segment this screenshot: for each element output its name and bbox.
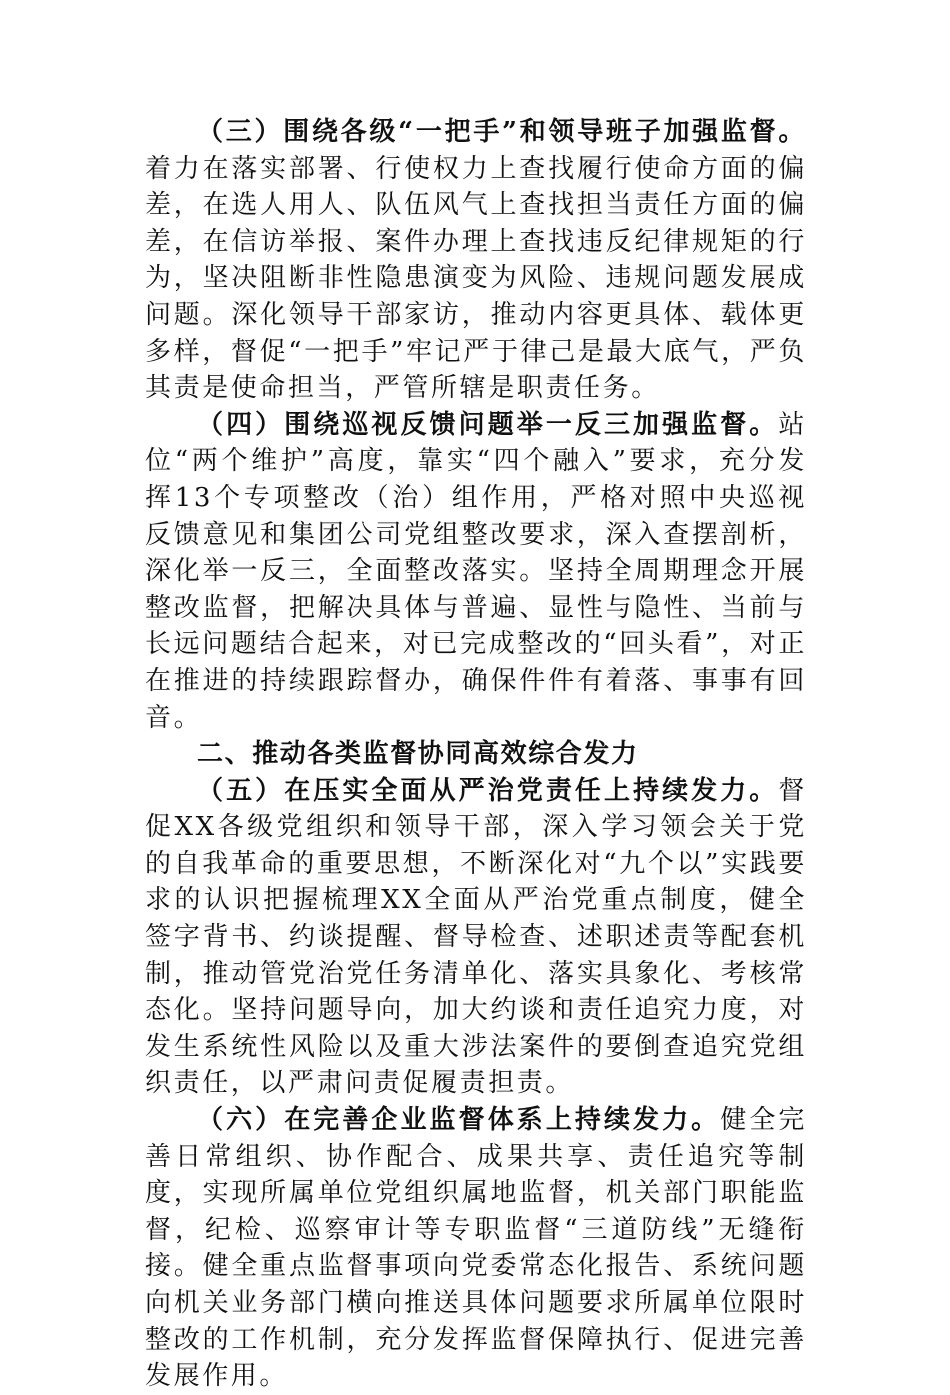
document-body	[145, 114, 807, 1395]
paragraph-item-4	[145, 407, 807, 736]
paragraph-lead: （三）围绕各级“一把手”和领导班子加强监督。	[197, 117, 807, 147]
section-heading-text: 二、推动各类监督协同高效综合发力	[197, 739, 639, 770]
paragraph-lead: （四）围绕巡视反馈问题举一反三加强监督。	[197, 409, 779, 440]
paragraph-text: 站位“两个维护”高度，靠实“四个融入”要求，充分发挥13个专项整改（治）组作用，严格对照中央巡视反馈意见和集团公司党组整改要求，深入查摆剖析，深化举一反三，全面整改落实。坚持全周期理念开展整改监督，把解决具体与普遍、显性与隐性、当前与长远问题结合起来，对已完成整改的“回头看”，对正在推进的持续跟踪督办，确保件件有着落、事事有回音。	[145, 409, 807, 733]
paragraph-text: 督促XX各级党组织和领导干部，深入学习领会关于党的自我革命的重要思想，不断深化对“九个以”实践要求的认识把握梳理XX全面从严治党重点制度，健全签字背书、约谈提醒、督导检查、述职述责等配套机制，推动管党治党任务清单化、落实具象化、考核常态化。坚持问题导向，加大约谈和责任追究力度，对发生系统性风险以及重大涉法案件的要倒查追究党组织责任，以严肃问责促履责担责。	[145, 775, 807, 1099]
paragraph-lead: （六）在完善企业监督体系上持续发力。	[197, 1105, 721, 1136]
paragraph-item-6	[145, 1102, 807, 1395]
section-heading	[145, 736, 807, 773]
paragraph-lead: （五）在压实全面从严治党责任上持续发力。	[197, 775, 779, 806]
paragraph-text: 健全完善日常组织、协作配合、成果共享、责任追究等制度，实现所属单位党组织属地监督，机关部门职能监督，纪检、巡察审计等专职监督“三道防线”无缝衔接。健全重点监督事项向党委常态化报告、系统问题向机关业务部门横向推送具体问题要求所属单位限时整改的工作机制，充分发挥监督保障执行、促进完善发展作用。	[145, 1105, 807, 1392]
paragraph-item-5	[145, 773, 807, 1102]
paragraph-text: 着力在落实部署、行使权力上查找履行使命方面的偏差，在选人用人、队伍风气上查找担当责任方面的偏差，在信访举报、案件办理上查找违反纪律规矩的行为，坚决阻断非性隐患演变为风险、违规问题发展成问题。深化领导干部家访，推动内容更具体、载体更多样，督促“一把手”牢记严于律己是最大底气，严负其责是使命担当，严管所辖是职责任务。	[145, 153, 807, 404]
paragraph-item-3	[145, 114, 807, 407]
